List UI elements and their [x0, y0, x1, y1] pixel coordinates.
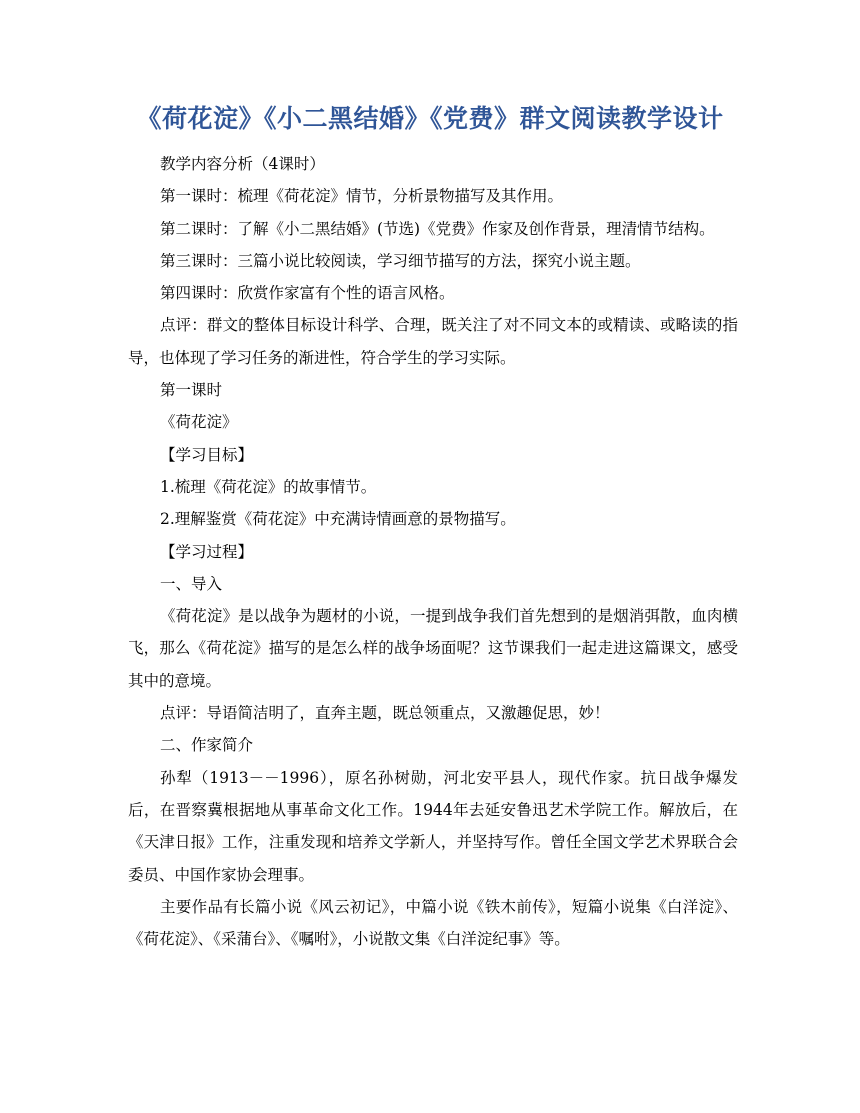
paragraph-lesson-2: 第二课时：了解《小二黑结婚》(节选)《党费》作家及创作背景，理清情节结构。 — [160, 219, 715, 238]
paragraph-comment-1: 点评：群文的整体目标设计科学、合理，既关注了对不同文本的或精读、或略读的指导，也体现了学习任务的渐进性，符合学生的学习实际。 — [128, 316, 738, 367]
paragraph-objective-2: 2.理解鉴赏《荷花淀》中充满诗情画意的景物描写。 — [160, 510, 516, 529]
document-body — [128, 148, 738, 955]
paragraph-text-title: 《荷花淀》 — [160, 413, 238, 432]
document-title: 《荷花淀》《小二黑结婚》《党费》群文阅读教学设计 — [136, 104, 724, 133]
paragraph-comment-2: 点评：导语简洁明了，直奔主题，既总领重点，又激趣促思，妙！ — [160, 704, 610, 723]
paragraph-author-bio: 孙犁（1913－－1996），原名孙树勋，河北安平县人，现代作家。抗日战争爆发后，在晋察冀根据地从事革命文化工作。1944年去延安鲁迅艺术学院工作。解放后，在《天津日报》工作，注重发现和培养文学新人，并坚持写作。曾任全国文学艺术界联合会委员、中国作家协会理事。 — [128, 768, 738, 884]
paragraph-process-heading: 【学习过程】 — [160, 542, 254, 561]
paragraph-objective-1: 1.梳理《荷花淀》的故事情节。 — [160, 477, 377, 496]
paragraph-lesson-3: 第三课时：三篇小说比较阅读，学习细节描写的方法，探究小说主题。 — [160, 251, 641, 270]
paragraph-lesson-1: 第一课时：梳理《荷花淀》情节，分析景物描写及其作用。 — [160, 187, 564, 206]
paragraph-first-lesson-heading: 第一课时 — [160, 381, 223, 400]
paragraph-author-works: 主要作品有长篇小说《风云初记》，中篇小说《铁木前传》，短篇小说集《白洋淀》、《荷花淀》、《采蒲台》、《嘱咐》，小说散文集《白洋淀纪事》等。 — [128, 897, 738, 949]
paragraph-intro-heading: 一、导入 — [160, 574, 223, 593]
paragraph-lesson-4: 第四课时：欣赏作家富有个性的语言风格。 — [160, 284, 455, 303]
paragraph-author-heading: 二、作家简介 — [160, 736, 254, 755]
paragraph-objectives-heading: 【学习目标】 — [160, 445, 254, 464]
paragraph-intro-text: 《荷花淀》是以战争为题材的小说，一提到战争我们首先想到的是烟消弭散，血肉横飞，那么《荷花淀》描写的是怎么样的战争场面呢？这节课我们一起走进这篇课文，感受其中的意境。 — [128, 607, 738, 690]
paragraph-content-analysis: 教学内容分析（4课时） — [160, 155, 325, 173]
